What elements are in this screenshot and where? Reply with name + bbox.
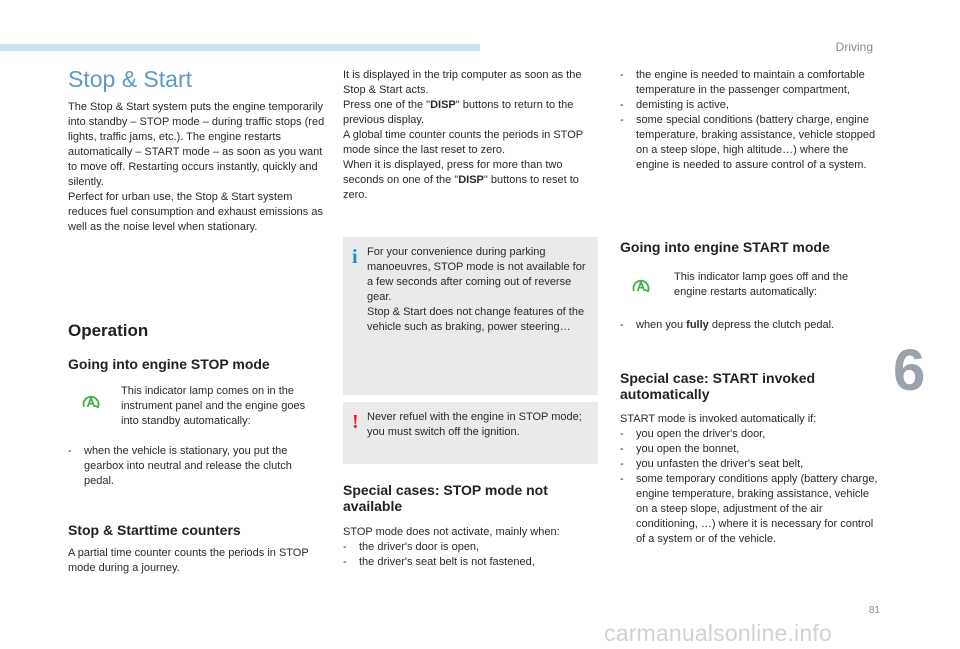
disp-button-label: DISP xyxy=(458,174,484,186)
paragraph: A global time counter counts the periods in STOP mode since the last reset to zero. xyxy=(343,129,583,156)
start-mode-heading: Going into engine START mode xyxy=(620,239,830,255)
list-item: - the driver's seat belt is not fastened, xyxy=(343,556,535,568)
start-lamp-description: This indicator lamp goes off and the engine restarts automatically: xyxy=(674,271,849,298)
section-label: Driving xyxy=(835,40,873,54)
counters-heading: Stop & Starttime counters xyxy=(68,522,241,538)
paragraph: It is displayed in the trip computer as soon as the Stop & Start acts. xyxy=(343,69,582,96)
list-item: - some temporary conditions apply (battery charge, engine temperature, braking assistance, vehicle on a steep slope, adjustment of the air conditioning, …) where it is necessary for control of a system or of the vehicle. xyxy=(620,473,878,545)
start-mode-bullets xyxy=(620,318,878,333)
stop-start-indicator-lamp-icon xyxy=(81,394,101,410)
paragraph: Press one of the "DISP" buttons to return to the previous display. xyxy=(343,99,574,126)
info-icon: i xyxy=(352,246,358,268)
list-item: - when the vehicle is stationary, you put the gearbox into neutral and release the clutch pedal. xyxy=(68,445,292,487)
info-box xyxy=(343,237,598,395)
paragraph: When it is displayed, press for more than two seconds on one of the "DISP" buttons to reset to zero. xyxy=(343,159,579,201)
list-item: - when you fully depress the clutch pedal. xyxy=(620,319,835,331)
paragraph: STOP mode does not activate, mainly when: xyxy=(343,526,560,538)
info-text: For your convenience during parking manoeuvres, STOP mode is not available for a few seconds after coming out of reverse gear. xyxy=(367,246,586,303)
stop-mode-heading: Going into engine STOP mode xyxy=(68,356,270,372)
list-item: - you open the bonnet, xyxy=(620,443,740,455)
list-item: - some special conditions (battery charge, engine temperature, braking assistance, vehicle stopped on a steep slope, high altitude…) where the engine is needed to assure control of a system. xyxy=(620,114,876,171)
page-title: Stop & Start xyxy=(68,66,193,92)
watermark: carmanualsonline.info xyxy=(604,620,832,646)
info-text: Stop & Start does not change features of the vehicle such as braking, power steering… xyxy=(367,306,585,333)
operation-heading: Operation xyxy=(68,321,149,340)
special-start-text xyxy=(620,412,878,547)
list-item: - the engine is needed to maintain a comfortable temperature in the passenger compartment, xyxy=(620,69,865,96)
page-number: 81 xyxy=(868,605,880,616)
paragraph: START mode is invoked automatically if: xyxy=(620,413,817,425)
warning-box xyxy=(343,402,598,464)
warning-icon: ! xyxy=(352,411,359,433)
list-item: - you unfasten the driver's seat belt, xyxy=(620,458,804,470)
stop-lamp-description: This indicator lamp comes on in the instrument panel and the engine goes into standby automatically: xyxy=(121,385,306,427)
special-stop-heading: Special cases: STOP mode not available xyxy=(343,482,548,514)
chapter-number: 6 xyxy=(893,338,926,403)
list-item: - the driver's door is open, xyxy=(343,541,480,553)
intro-paragraph: The Stop & Start system puts the engine temporarily into standby – STOP mode – during traffic stops (red lights, traffic jams, etc.). The engine restarts automatically – START mode – as soon as you want to move off. Restarting occurs instantly, quickly and silently. xyxy=(68,101,325,188)
special-stop-text xyxy=(343,525,599,570)
stop-conditions-list xyxy=(620,68,878,173)
counters-text: A partial time counter counts the periods in STOP mode during a journey. xyxy=(68,547,309,574)
stop-mode-bullets xyxy=(68,444,324,489)
intro-text xyxy=(68,100,326,235)
list-item: - demisting is active, xyxy=(620,99,729,111)
stop-start-indicator-lamp-icon xyxy=(631,278,651,294)
list-item: - you open the driver's door, xyxy=(620,428,766,440)
special-start-heading: Special case: START invoked automatically xyxy=(620,370,816,402)
trip-computer-text xyxy=(343,68,601,203)
intro-paragraph: Perfect for urban use, the Stop & Start system reduces fuel consumption and exhaust emissions as well as the noise level when stationary. xyxy=(68,191,323,233)
header-accent-bar xyxy=(0,44,480,51)
disp-button-label: DISP xyxy=(430,99,456,111)
warning-text: Never refuel with the engine in STOP mode; you must switch off the ignition. xyxy=(367,411,582,438)
